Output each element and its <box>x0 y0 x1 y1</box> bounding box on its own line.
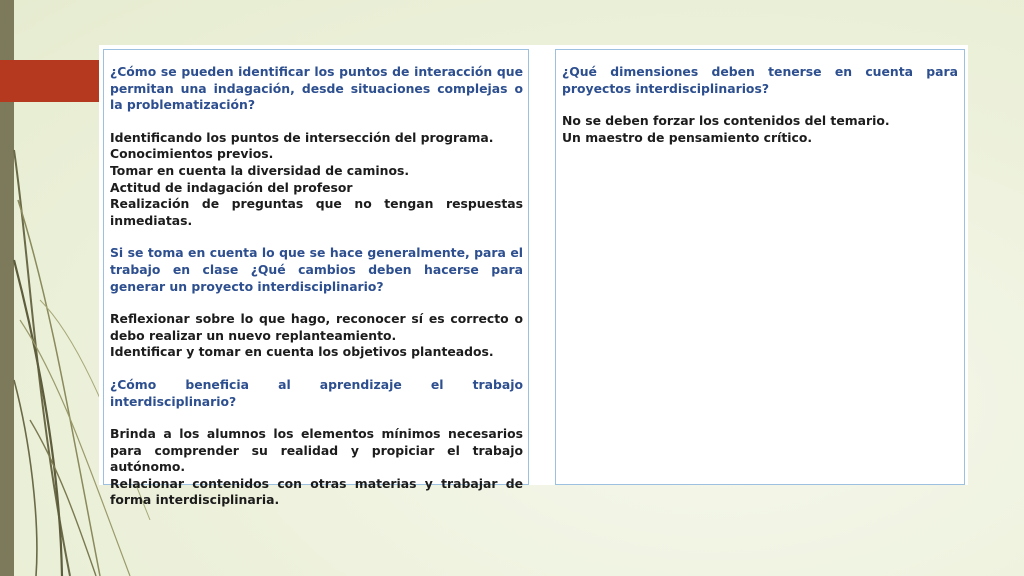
answer-2-line-2: Identificar y tomar en cuenta los objetivos planteados. <box>110 344 494 360</box>
answer-1-line-3: Tomar en cuenta la diversidad de caminos. <box>110 162 410 178</box>
right-panel <box>555 49 965 485</box>
answer-1-line-2: Conocimientos previos. <box>110 146 274 162</box>
answer-1-line-1: Identificando los puntos de intersección del programa. <box>110 129 494 145</box>
answer-3-line-2: Relacionar contenidos con otras materias y trabajar de forma interdisciplinaria. <box>110 475 523 508</box>
red-accent-tab <box>0 60 99 102</box>
left-panel <box>103 49 529 508</box>
slide-content <box>99 45 968 508</box>
answer-1-line-4: Actitud de indagación del profesor <box>110 179 353 195</box>
question-2: Si se toma en cuenta lo que se hace generalmente, para el trabajo en clase ¿Qué cambios deben hacerse para generar un proyecto interdisciplinario? <box>110 245 523 294</box>
answer-4-line-2: Un maestro de pensamiento crítico. <box>562 129 813 145</box>
answer-4-line-1: No se deben forzar los contenidos del temario. <box>562 113 890 129</box>
question-4: ¿Qué dimensiones deben tenerse en cuenta para proyectos interdisciplinarios? <box>562 64 958 96</box>
answer-1-line-5: Realización de preguntas que no tengan respuestas inmediatas. <box>110 196 523 228</box>
answer-2-line-1: Reflexionar sobre lo que hago, reconocer sí es correcto o debo realizar un nuevo replanteamiento. <box>110 311 523 343</box>
question-1: ¿Cómo se pueden identificar los puntos de interacción que permitan una indagación, desde situaciones complejas o la problematización? <box>110 64 523 113</box>
answer-3-line-1: Brinda a los alumnos los elementos mínimos necesarios para comprender su realidad y propiciar el trabajo autónomo. <box>110 426 523 475</box>
question-3: ¿Cómo beneficia al aprendizaje el trabajo interdisciplinario? <box>110 376 523 409</box>
